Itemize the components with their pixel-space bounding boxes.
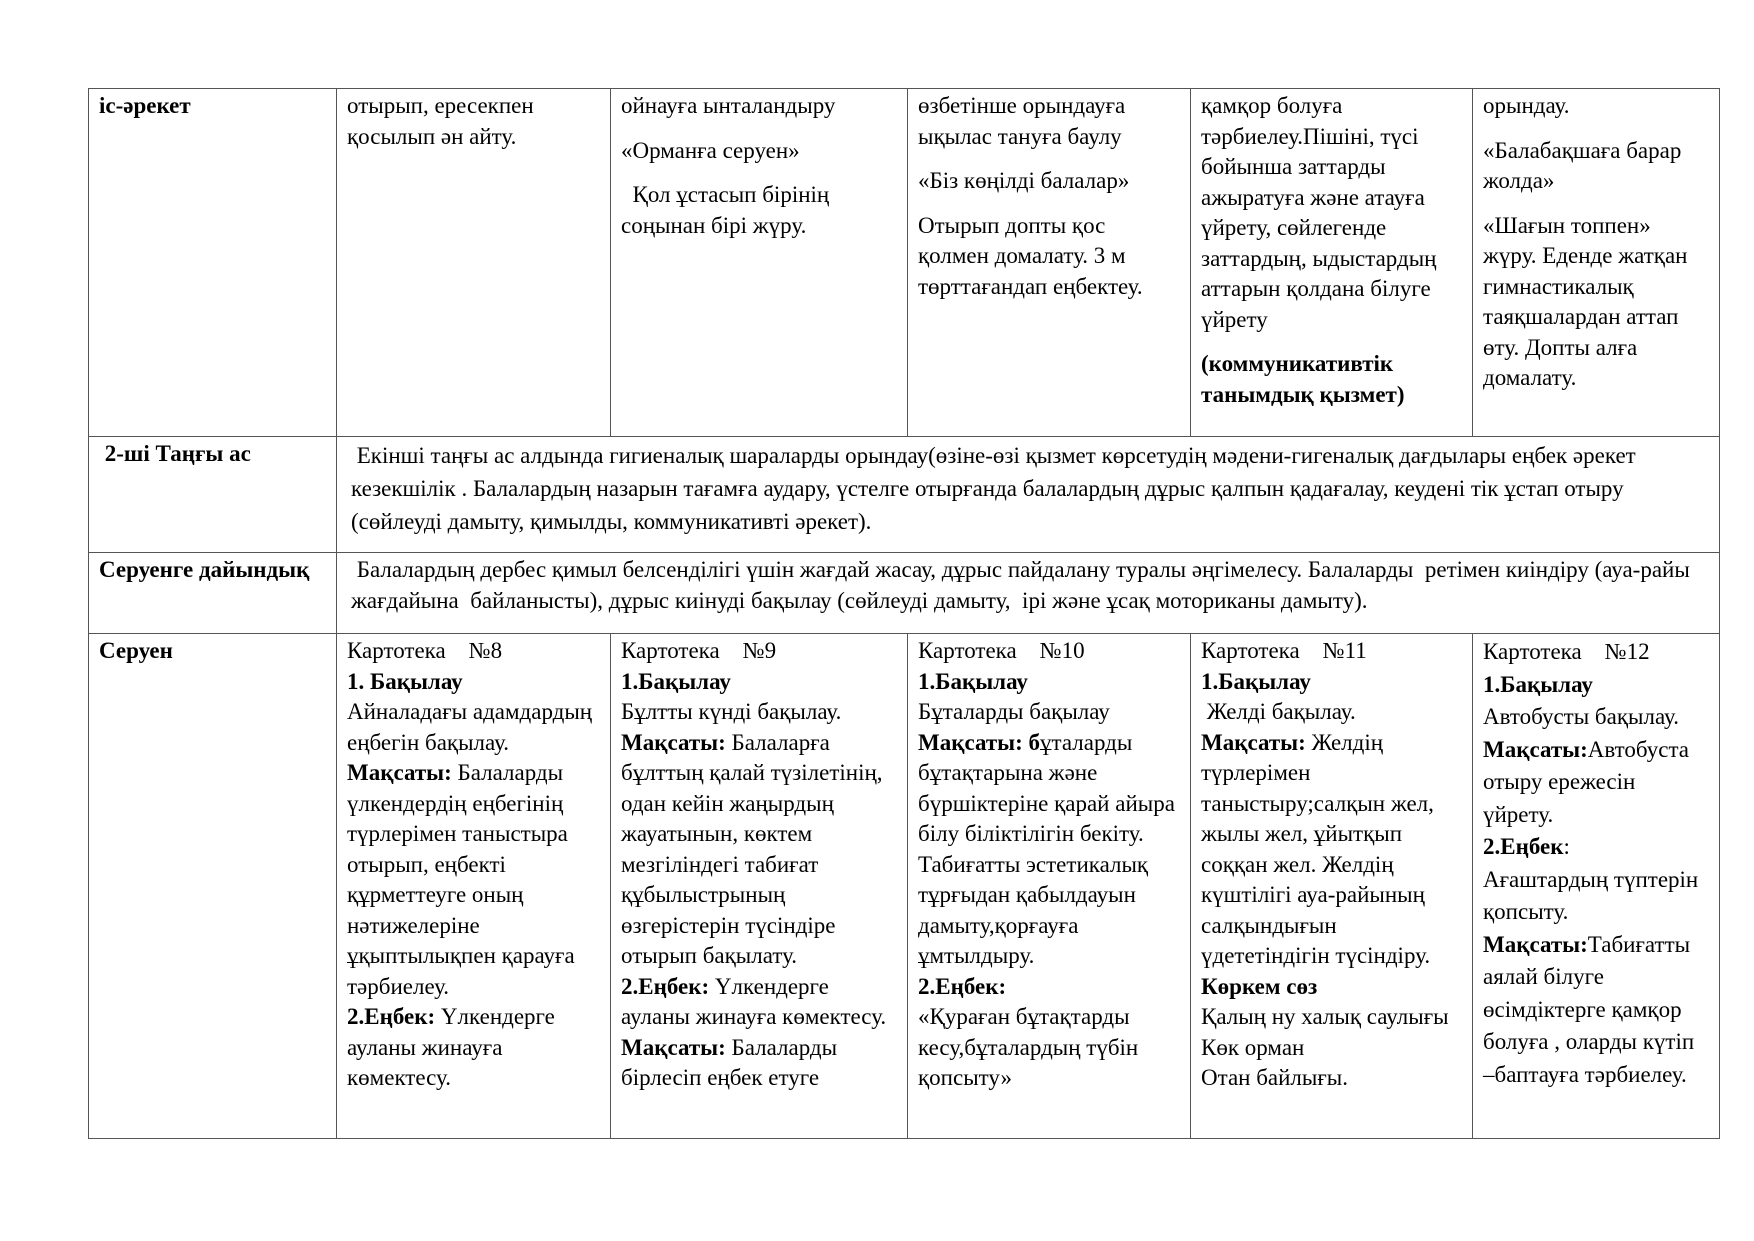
- walk-col-3-line-2: [918, 697, 1180, 728]
- activity-col-2: [611, 89, 908, 437]
- activity-col-3-text-1: өзбетінше орындауға ықылас тануға баулу: [918, 93, 1126, 149]
- row-walk: [89, 634, 1720, 1139]
- activity-col-5: [1473, 89, 1720, 437]
- daily-plan-table: [88, 88, 1720, 1139]
- walk-col-4-line-6-text: Көк орман: [1201, 1034, 1305, 1060]
- walk-col-4-line-7: [1201, 1063, 1462, 1094]
- walk-col-3-line-2-text: Бұталарды бақылау: [918, 699, 1110, 724]
- walk-col-4-line-5: [1201, 1002, 1462, 1033]
- walk-col-2: [611, 634, 908, 1139]
- walk-col-4-line-4: [1201, 972, 1462, 1003]
- walk-col-2-card: Картотека №9: [621, 638, 777, 663]
- walk-col-5-line-5-text: Ағаштардың түптерін қопсыту.: [1483, 866, 1699, 924]
- walk-col-1-line-3: [347, 758, 600, 1002]
- walk-col-1-line-3-bold: Мақсаты:: [347, 760, 452, 785]
- walk-col-1-line-3-text: Балаларды үлкендердің еңбегінің түрлерімен таныстыра отырып, еңбекті құрметтеуге оның нәтижелеріне ұқыптылықпен қарауға тәрбиелеу.: [347, 760, 575, 999]
- walk-col-3-line-4: [918, 972, 1180, 1003]
- activity-col-4: [1191, 89, 1473, 437]
- walk-col-3-line-5: [918, 1002, 1180, 1094]
- walk-col-5-line-3: [1483, 734, 1709, 832]
- walk-col-2-line-5-bold: Мақсаты:: [621, 1034, 726, 1060]
- walk-col-3-line-1-bold: 1.Бақылау: [918, 668, 1028, 694]
- walk-col-4-line-3-text: Желдің түрлерімен таныстыру;салқын жел, жылы жел, ұйытқып соққан жел. Желдің күштілігі ауа-райының салқындығын үдететіндігін түсіндіру.: [1201, 729, 1434, 968]
- activity-col-5-game-title: «Балабақшаға барар жолда»: [1483, 137, 1682, 193]
- activity-col-5-text-2: «Шағын топпен» жүру. Еденде жатқан гимнастикалық таяқшалардан аттап өту. Допты алға домалату.: [1483, 212, 1688, 390]
- walk-col-5-line-4: [1483, 831, 1709, 864]
- walk-col-3-card: Картотека №10: [918, 638, 1085, 663]
- walk-col-2-line-4: [621, 972, 897, 1033]
- walk-col-2-line-2: [621, 697, 897, 728]
- walk-col-5-line-3-text: Автобуста отыру ережесін үйрету.: [1483, 736, 1690, 827]
- activity-col-1-text: отырып, ересекпен қосылып ән айту.: [347, 93, 534, 149]
- walk-col-3-line-4-bold: 2.Еңбек:: [918, 973, 1007, 999]
- walk-col-4-line-2-text: Желді бақылау.: [1201, 699, 1356, 724]
- walk-col-3-line-3: [918, 728, 1180, 972]
- walk-col-4-line-7-text: Отан байлығы.: [1201, 1065, 1348, 1090]
- activity-col-3-game-title: «Біз көңілді балалар»: [918, 168, 1130, 193]
- activity-col-4-text-1: қамқор болуға тәрбиелеу.Пішіні, түсі бойынша заттарды ажыратуға және атауға үйрету, сөйлегенде заттардың, ыдыстардың аттарын қолдана білуге үйрету: [1201, 93, 1437, 332]
- walk-col-3: [908, 634, 1191, 1139]
- walk-col-2-line-3-bold: Мақсаты:: [621, 729, 726, 755]
- walk-col-5-line-1-bold: 1.Бақылау: [1483, 671, 1593, 697]
- walk-col-5-line-6-text: Табиғатты аялай білуге өсімдіктерге қамқор болуға , оларды күтіп –баптауға тәрбиелеу.: [1483, 931, 1695, 1087]
- walk-col-2-line-4-bold: 2.Еңбек:: [621, 973, 710, 999]
- walk-col-1-line-4-bold: 2.Еңбек:: [347, 1004, 436, 1029]
- walk-col-5-line-3-bold: Мақсаты:: [1483, 736, 1588, 762]
- walk-col-2-line-1: [621, 667, 897, 698]
- activity-col-2-text-2: Қол ұстасып бірінің соңынан бірі жүру.: [621, 182, 835, 238]
- walk-col-3-line-3-bold: Мақсаты: б: [918, 729, 1041, 755]
- walk-col-1-line-2: [347, 697, 600, 758]
- walk-col-4: [1191, 634, 1473, 1139]
- walk-col-4-line-5-text: Қалың ну халық саулығы: [1201, 1004, 1449, 1029]
- walk-col-1-line-4-text: Үлкендерге ауланы жинауға көмектесу.: [347, 1004, 555, 1090]
- walk-col-5-line-5: [1483, 864, 1709, 929]
- row-activity: [89, 89, 1720, 437]
- walk-col-2-line-5-text: Балаларды бірлесіп еңбек етуге: [621, 1034, 838, 1090]
- row-label-walk-prep: Серуенге дайындық: [89, 553, 337, 634]
- walk-col-3-line-1: [918, 667, 1180, 698]
- walk-col-5-card: Картотека №12: [1483, 639, 1650, 664]
- walk-col-4-line-1-bold: 1.Бақылау: [1201, 668, 1311, 694]
- walk-col-1-line-1-bold: 1. Бақылау: [347, 668, 463, 694]
- walk-col-1-line-2-text: Айналадағы адамдардың еңбегін бақылау.: [347, 699, 593, 755]
- walk-col-1-line-4: [347, 1002, 600, 1094]
- activity-col-2-text-1: ойнауға ынталандыру: [621, 93, 836, 118]
- activity-col-2-game-title: «Орманға серуен»: [621, 137, 800, 163]
- walk-col-5-line-1: [1483, 669, 1709, 702]
- walk-col-4-card: Картотека №11: [1201, 638, 1367, 663]
- activity-col-3: [908, 89, 1191, 437]
- walk-col-2-line-2-text: Бұлтты күнді бақылау.: [621, 699, 842, 724]
- walk-col-1: [337, 634, 611, 1139]
- walk-col-2-line-4-text: Үлкендерге ауланы жинауға көмектесу.: [621, 973, 887, 1029]
- walk-col-5-line-4-bold: 2.Еңбек: [1483, 834, 1564, 859]
- row-label-walk: Серуен: [89, 634, 337, 1139]
- walk-col-5: [1473, 634, 1720, 1139]
- walk-col-2-line-5: [621, 1033, 897, 1094]
- walk-col-5-line-2: [1483, 701, 1709, 734]
- walk-col-3-line-5-text: «Қураған бұтақтарды кесу,бұталардың түбін қопсыту»: [918, 1004, 1139, 1090]
- walk-col-4-line-4-bold: Көркем сөз: [1201, 973, 1318, 999]
- activity-col-3-text-2: Отырып допты қос қолмен домалату. 3 м төрттағандап еңбектеу.: [918, 212, 1143, 299]
- row-walk-prep: [89, 553, 1720, 634]
- activity-col-4-activity-type: (коммуникативтік танымдық қызмет): [1201, 351, 1405, 407]
- walk-col-5-line-4-text: :: [1563, 834, 1570, 859]
- row-second-breakfast: [89, 437, 1720, 553]
- walk-col-2-line-1-bold: 1.Бақылау: [621, 668, 731, 694]
- walk-col-2-line-3: [621, 728, 897, 972]
- walk-col-4-line-2: [1201, 697, 1462, 728]
- walk-col-4-line-6: [1201, 1033, 1462, 1064]
- walk-col-3-line-3-text: ұталарды бұтақтарына және бүршіктеріне қарай айыра білу біліктілігін бекіту. Табиғатты эстетикалық тұрғыдан қабылдауын дамыту,қорғауға ұмтылдыру.: [918, 729, 1175, 968]
- walk-col-2-line-3-text: Балаларға бұлттың қалай түзілетінің, одан кейін жаңырдың жауатынын, көктем мезгіліндегі табиғат құбылыстрының өзгерістерін түсіндіре отырып бақылату.: [621, 729, 883, 968]
- row-label-second-breakfast: 2-ші Таңғы ас: [89, 437, 337, 553]
- walk-col-4-line-3-bold: Мақсаты:: [1201, 729, 1306, 755]
- walk-col-5-line-6: [1483, 929, 1709, 1092]
- walk-col-1-line-1: [347, 667, 600, 698]
- walk-col-1-card: Картотека №8: [347, 638, 503, 663]
- walk-col-5-line-6-bold: Мақсаты:: [1483, 931, 1588, 957]
- activity-col-5-text-1: орындау.: [1483, 93, 1570, 118]
- walk-prep-text: Балалардың дербес қимыл белсенділігі үшін жағдай жасау, дұрыс пайдалану туралы әңгімелесу. Балаларды ретімен киіндіру (ауа-райы жағдайына байланысты), дұрыс киінуді бақылау (сөйлеуді дамыту, ірі және ұсақ моториканы дамыту).: [337, 553, 1720, 634]
- walk-col-4-line-1: [1201, 667, 1462, 698]
- activity-col-1: [337, 89, 611, 437]
- walk-col-5-line-2-text: Автобусты бақылау.: [1483, 704, 1679, 729]
- row-label-activity: іс-әрекет: [89, 89, 337, 437]
- walk-col-4-line-3: [1201, 728, 1462, 972]
- second-breakfast-text: Екінші таңғы ас алдында гигиеналық шараларды орындау(өзіне-өзі қызмет көрсетудің мәдени-гигеналық дағдылары еңбек әрекет кезекшілік . Балалардың назарын тағамға аудару, үстелге отырғанда балалардың дұрыс қалпын қадағалау, кеудені тік ұстап отыру (сөйлеуді дамыту, қимылды, коммуникативті әрекет).: [337, 437, 1720, 553]
